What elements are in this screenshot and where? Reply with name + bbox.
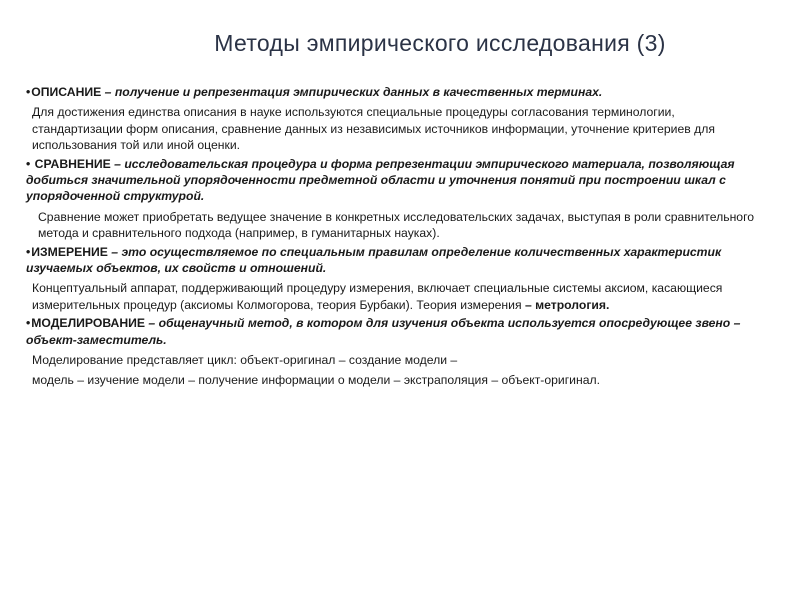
method-heading bbox=[26, 156, 756, 205]
method-heading bbox=[26, 84, 756, 100]
method-item-measurement bbox=[26, 244, 756, 314]
method-explanation bbox=[26, 280, 756, 313]
method-definition: – общенаучный метод, в котором для изучения объекта используется опосредующее звено – объект-заместитель. bbox=[26, 316, 741, 347]
bullet-icon: • bbox=[26, 244, 31, 259]
method-explanation-text: Для достижения единства описания в науке используются специальные процедуры согласования терминологии, стандартизации форм описания, сравнение данных из независимых источников информации, уточнение критериев для использования той или иной оценки. bbox=[32, 105, 715, 153]
method-explanation-main: Концептуальный аппарат, поддерживающий процедуру измерения, включает специальные системы аксиом, касающиеся измерительных процедур (аксиомы Колмогорова, теория Бурбаки). Теория измерения bbox=[32, 281, 723, 312]
bullet-icon: • bbox=[26, 316, 31, 331]
method-heading bbox=[26, 244, 756, 277]
bullet-icon: • bbox=[26, 156, 31, 171]
slide-title: Методы эмпирического исследования (3) bbox=[214, 30, 666, 56]
method-explanation-text bbox=[32, 280, 756, 313]
slide-body bbox=[26, 84, 756, 388]
method-term: ОПИСАНИЕ bbox=[31, 85, 102, 99]
bullet-icon: • bbox=[26, 85, 31, 99]
method-explanation bbox=[26, 209, 756, 242]
method-definition: – исследовательская процедура и форма репрезентации эмпирического материала, позволяющая добиться значительной упорядоченности предметной области и уточнения понятий при построении шкал с упорядоченной структурой. bbox=[26, 156, 735, 204]
method-item-comparison bbox=[26, 156, 756, 242]
method-explanation bbox=[26, 104, 756, 153]
method-item-description bbox=[26, 84, 756, 154]
method-explanation-line-2: модель – изучение модели – получение информации о модели – экстраполяция – объект-оригинал. bbox=[32, 372, 600, 387]
method-explanation-text: Сравнение может приобретать ведущее значение в конкретных исследовательских задачах, выступая в роли сравнительного метода и сравнительного подхода (например, в гуманитарных науках). bbox=[38, 209, 755, 241]
method-definition: – это осуществляемое по специальным правилам определение количественных характеристик изучаемых объектов, их свойств и отношений. bbox=[26, 244, 722, 276]
method-explanation-line-1: Моделирование представляет цикл: объект-оригинал – создание модели – bbox=[32, 353, 458, 368]
method-explanation bbox=[26, 352, 756, 388]
method-definition: – получение и репрезентация эмпирических данных в качественных терминах. bbox=[101, 85, 603, 99]
method-heading bbox=[26, 315, 756, 348]
method-term: СРАВНЕНИЕ bbox=[34, 156, 111, 171]
method-item-modeling bbox=[26, 315, 756, 388]
method-explanation-emphasis: – метрология. bbox=[524, 297, 610, 312]
method-term: ИЗМЕРЕНИЕ bbox=[31, 244, 108, 259]
method-term: МОДЕЛИРОВАНИЕ bbox=[31, 316, 146, 331]
